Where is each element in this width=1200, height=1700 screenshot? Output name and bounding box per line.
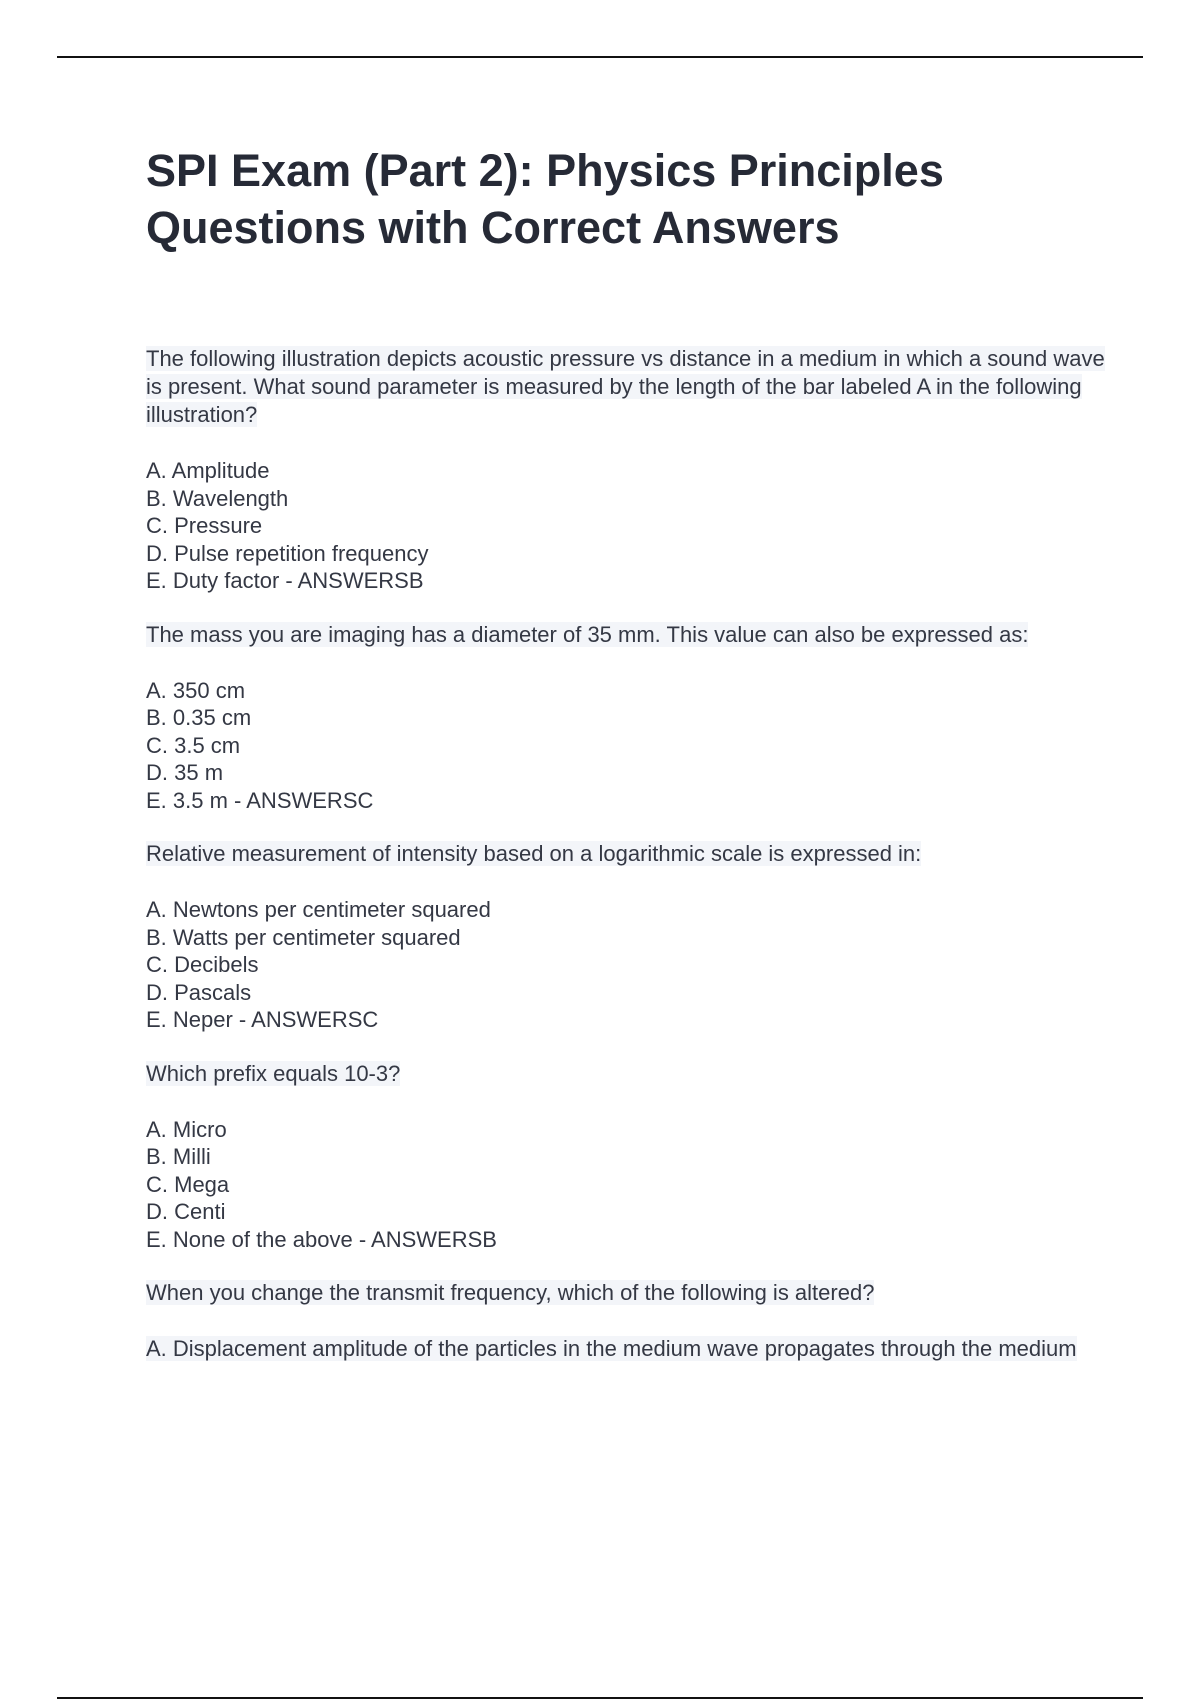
option-item: B. Milli — [146, 1144, 211, 1169]
document-title: SPI Exam (Part 2): Physics Principles Questions with Correct Answers — [146, 145, 944, 253]
option-item: A. Micro — [146, 1116, 227, 1142]
question-item — [146, 621, 1106, 815]
document-body — [146, 142, 1106, 1389]
option-item: D. Pulse repetition frequency — [146, 540, 429, 566]
question-text: The mass you are imaging has a diameter of 35 mm. This value can also be expressed as: — [146, 621, 1029, 647]
question-item — [146, 345, 1106, 595]
option-list — [146, 1335, 1106, 1363]
option-list — [146, 677, 1106, 815]
option-item: E. None of the above - ANSWERSB — [146, 1226, 497, 1252]
bottom-rule — [57, 1697, 1143, 1699]
option-item: D. Pascals — [146, 979, 252, 1005]
option-list — [146, 1116, 1106, 1254]
option-item: B. Wavelength — [146, 485, 289, 511]
question-text: Which prefix equals 10-3? — [146, 1060, 401, 1086]
option-item: C. Decibels — [146, 952, 259, 977]
option-item: E. Neper - ANSWERSC — [146, 1007, 379, 1032]
option-list — [146, 896, 1106, 1034]
option-item: D. 35 m — [146, 760, 224, 785]
option-item: A. Amplitude — [146, 458, 270, 483]
question-text: When you change the transmit frequency, which of the following is altered? — [146, 1280, 875, 1305]
question-item — [146, 1279, 1106, 1363]
option-item: A. Newtons per centimeter squared — [146, 897, 491, 922]
option-list — [146, 457, 1106, 595]
option-item: A. Displacement amplitude of the particles in the medium wave propagates through the medium — [146, 1336, 1077, 1361]
option-item: A. 350 cm — [146, 677, 246, 703]
option-item: E. 3.5 m - ANSWERSC — [146, 787, 374, 813]
option-item: B. 0.35 cm — [146, 705, 252, 730]
option-item: B. Watts per centimeter squared — [146, 924, 461, 950]
option-item: D. Centi — [146, 1199, 226, 1224]
option-item: C. Pressure — [146, 513, 263, 538]
question-list — [146, 345, 1106, 1363]
question-item — [146, 1060, 1106, 1254]
option-item: C. Mega — [146, 1171, 230, 1197]
option-item: C. 3.5 cm — [146, 732, 241, 758]
question-text: Relative measurement of intensity based on a logarithmic scale is expressed in: — [146, 841, 922, 866]
top-rule — [57, 56, 1143, 58]
question-item — [146, 840, 1106, 1034]
question-text: The following illustration depicts acoustic pressure vs distance in a medium in which a sound wave is present. What sound parameter is measured by the length of the bar labeled A in the following illustration? — [146, 346, 1105, 427]
option-item: E. Duty factor - ANSWERSB — [146, 568, 424, 593]
